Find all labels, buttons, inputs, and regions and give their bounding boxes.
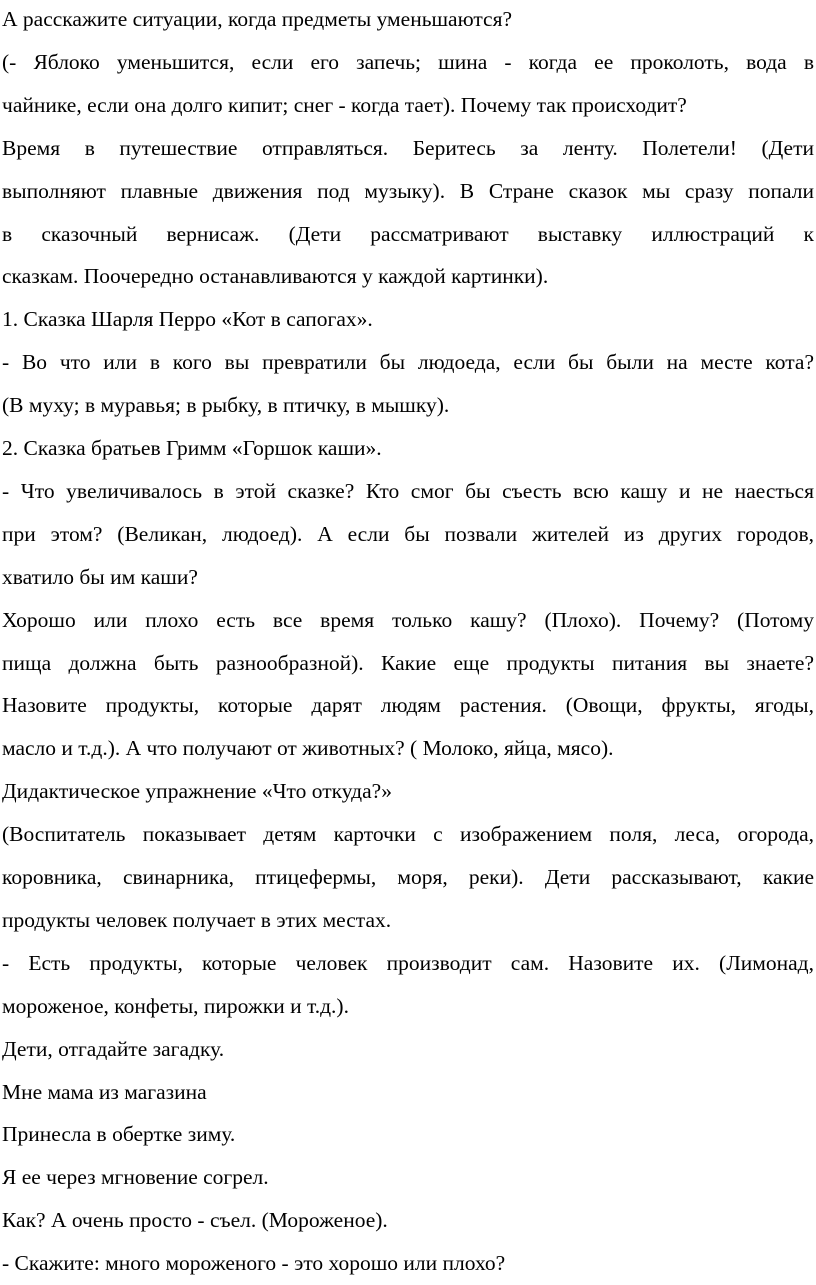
text-line: продукты человек получает в этих местах. — [2, 907, 392, 932]
text-line: Хорошо или плохо есть все время только кашу? (Плохо). Почему? (Потому — [2, 607, 814, 632]
text-line: - Во что или в кого вы превратили бы людоеда, если бы были на месте кота? — [2, 350, 814, 375]
text-line: Я ее через мгновение согрел. — [2, 1165, 269, 1190]
text-line: 1. Сказка Шарля Перро «Кот в сапогах». — [2, 307, 373, 332]
text-line: Дети, отгадайте загадку. — [2, 1036, 225, 1061]
text-line: Время в путешествие отправляться. Беритесь за ленту. Полетели! (Дети — [2, 135, 814, 160]
text-line: Как? А очень просто - съел. (Мороженое). — [2, 1208, 388, 1233]
text-line: пища должна быть разнообразной). Какие еще продукты питания вы знаете? — [2, 650, 814, 675]
text-line: коровника, свинарника, птицефермы, моря, реки). Дети рассказывают, какие — [2, 865, 814, 889]
text-line: чайнике, если она долго кипит; снег - когда тает). Почему так происходит? — [2, 92, 687, 117]
text-line: А расскажите ситуации, когда предметы уменьшаются? — [2, 7, 513, 31]
text-line: в сказочный вернисаж. (Дети рассматривают выставку иллюстраций к — [2, 221, 814, 246]
text-line: Назовите продукты, которые дарят людям растения. (Овощи, фрукты, ягоды, — [2, 693, 814, 718]
text-line: 2. Сказка братьев Гримм «Горшок каши». — [2, 436, 382, 460]
text-line: - Скажите: много мороженого - это хорошо или плохо? — [2, 1251, 506, 1276]
text-line: - Что увеличивалось в этой сказке? Кто смог бы съесть всю кашу и не наесться — [2, 478, 814, 503]
text-line: (Воспитатель показывает детям карточки с изображением поля, леса, огорода, — [2, 822, 814, 847]
text-line: мороженое, конфеты, пирожки и т.д.). — [2, 993, 349, 1018]
text-line: Мне мама из магазина — [2, 1079, 207, 1104]
text-line: масло и т.д.). А что получают от животных? ( Молоко, яйца, мясо). — [2, 736, 614, 761]
text-line: Дидактическое упражнение «Что откуда?» — [2, 779, 392, 804]
text-line: (В муху; в муравья; в рыбку, в птичку, в мышку). — [2, 393, 450, 418]
text-line: при этом? (Великан, людоед). А если бы позвали жителей из других городов, — [2, 521, 814, 546]
text-line: - Есть продукты, которые человек производит сам. Назовите их. (Лимонад, — [2, 950, 814, 975]
text-line: Принесла в обертке зиму. — [2, 1122, 236, 1147]
text-line: выполняют плавные движения под музыку). В Стране сказок мы сразу попали — [2, 178, 814, 203]
text-line: сказкам. Поочередно останавливаются у каждой картинки). — [2, 264, 549, 289]
text-line: (- Яблоко уменьшится, если его запечь; шина - когда ее проколоть, вода в — [2, 49, 814, 74]
text-line: хватило бы им каши? — [2, 564, 198, 589]
